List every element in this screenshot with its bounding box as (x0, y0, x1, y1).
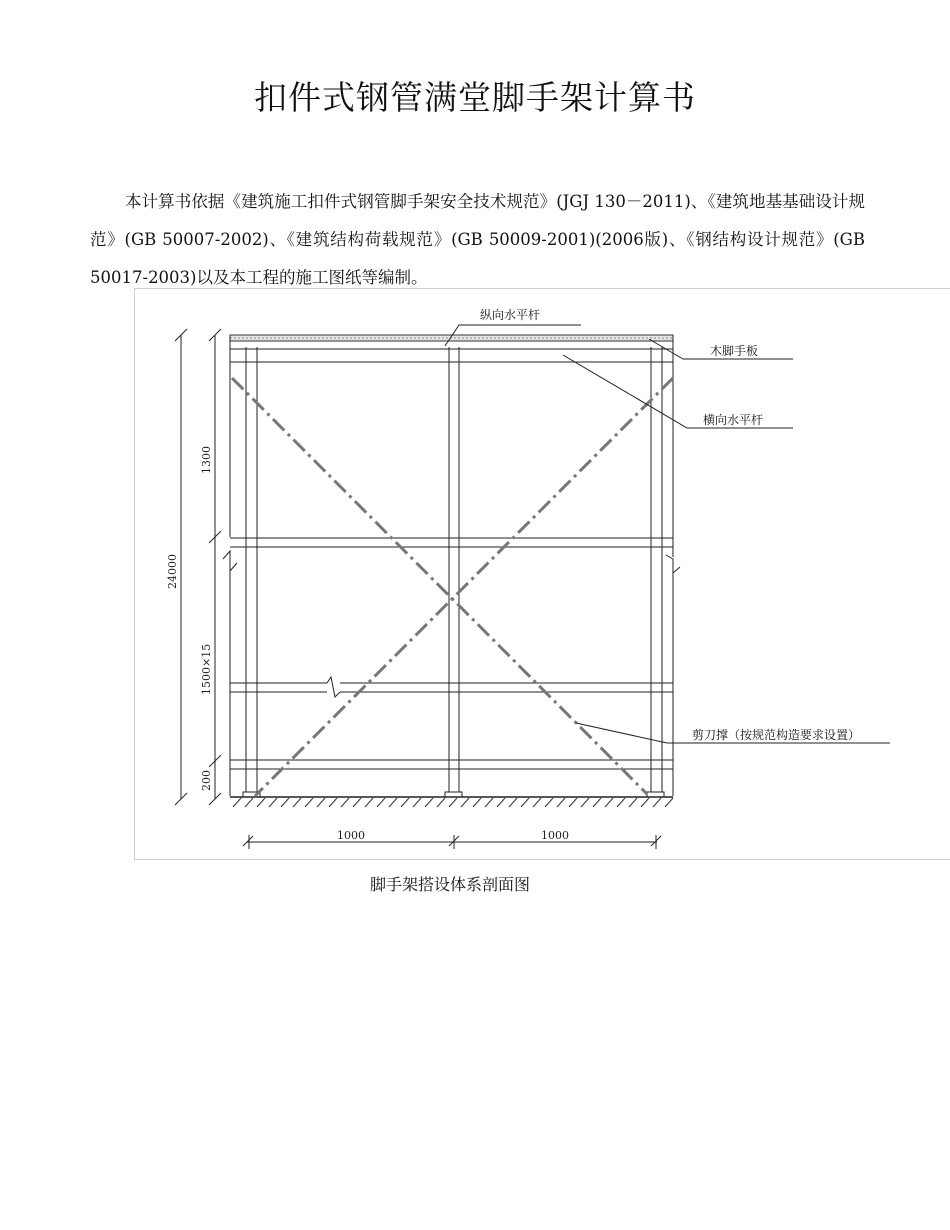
dim-bay-left: 1000 (337, 829, 365, 842)
dim-middle-steps: 1500×15 (200, 643, 213, 695)
dim-bay-right: 1000 (541, 829, 569, 842)
label-longitudinal-bar: 纵向水平杆 (480, 308, 541, 322)
scissor-brace-2 (255, 378, 673, 796)
ground-hatch (233, 798, 673, 807)
dim-bottom-step: 200 (200, 770, 213, 791)
scaffold-section-drawing (135, 289, 950, 861)
figure-caption: 脚手架搭设体系剖面图 (369, 875, 530, 894)
label-scissor-brace: 剪刀撑（按规范构造要求设置） (692, 728, 861, 742)
label-transverse-bar: 横向水平杆 (703, 413, 764, 427)
base-plate-right (647, 792, 664, 797)
label-wood-board: 木脚手板 (710, 344, 759, 358)
pole-right (651, 347, 662, 796)
pole-middle (449, 347, 459, 796)
dim-total-height: 24000 (166, 554, 179, 589)
base-plate-middle (445, 792, 462, 797)
scissor-brace-1 (232, 378, 647, 794)
scaffold-section-figure (134, 288, 950, 860)
pole-left (246, 347, 257, 796)
dim-top-step: 1300 (200, 446, 213, 474)
intro-paragraph: 本计算书依据《建筑施工扣件式钢管脚手架安全技术规范》(JGJ 130－2011)、《建筑地基基础设计规范》(GB 50007-2002)、《建筑结构荷载规范》(GB 50009-2001)(2006版)、《钢结构设计规范》(GB 50017-2003)以及本工程的施工图纸等编制。 (90, 192, 865, 287)
document-title: 扣件式钢管满堂脚手架计算书 (254, 78, 696, 117)
